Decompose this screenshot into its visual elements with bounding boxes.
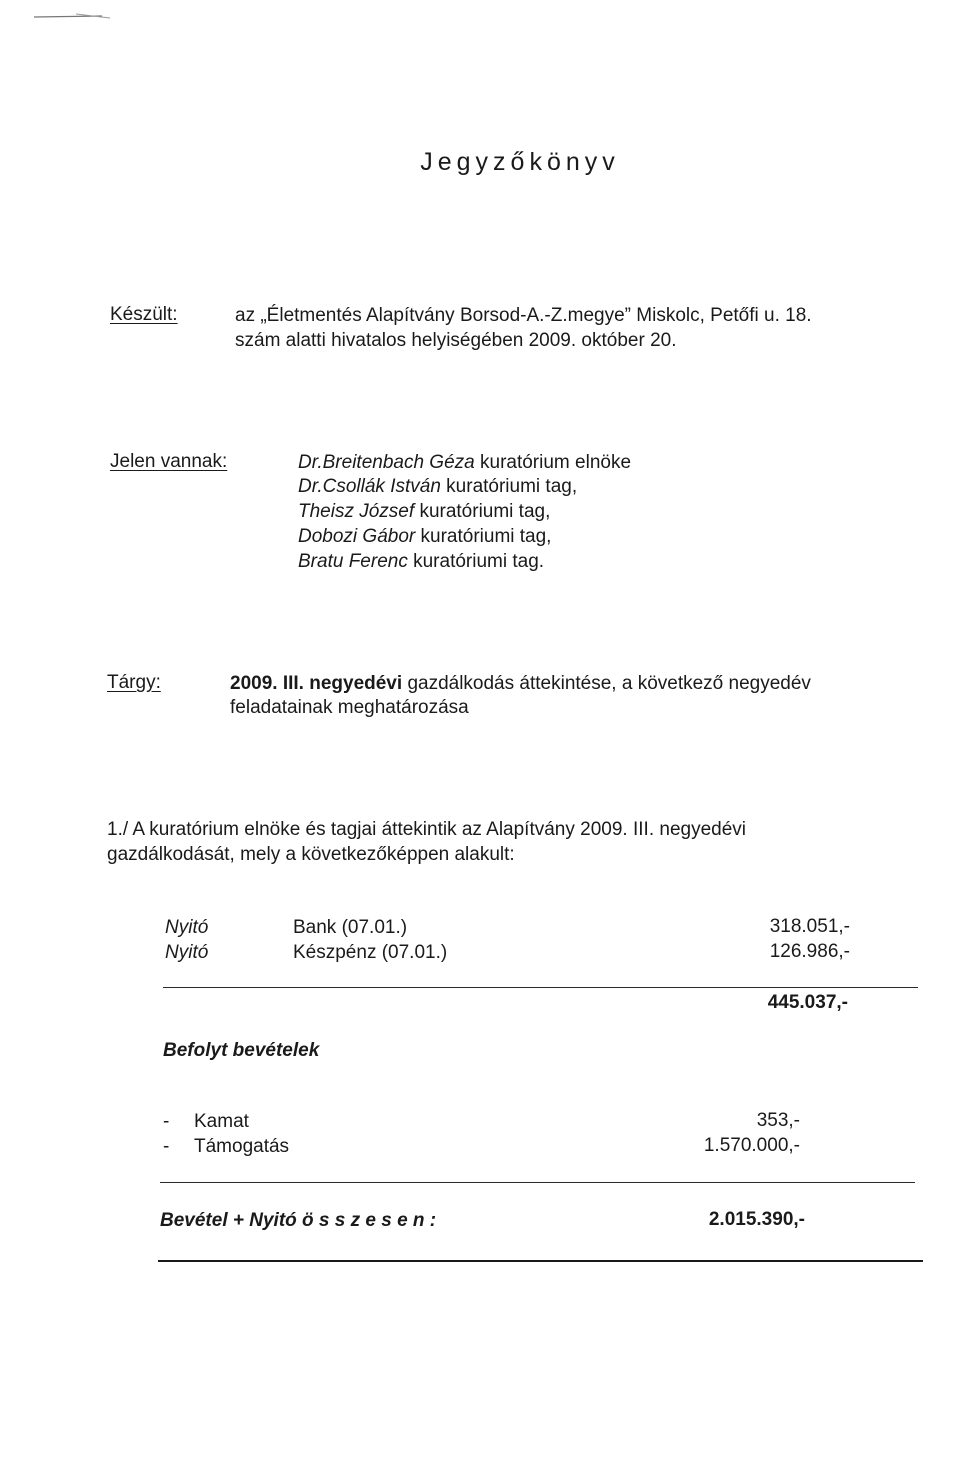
opening-item: Készpénz (07.01.) bbox=[293, 942, 448, 963]
member-2 bbox=[298, 475, 577, 499]
opening-label: Nyitó bbox=[165, 917, 209, 938]
member-role: kuratórium elnöke bbox=[480, 452, 632, 473]
member-role: kuratóriumi tag. bbox=[413, 551, 545, 572]
keszult-line1: az „Életmentés Alapítvány Borsod-A.-Z.megye” Miskolc, Petőfi u. 18. bbox=[235, 305, 812, 326]
opening-amount: 318.051,- bbox=[769, 916, 850, 937]
double-rule bbox=[158, 1260, 923, 1262]
opening-amount: 126.986,- bbox=[769, 941, 850, 962]
keszult-line2: szám alatti hivatalos helyiségében 2009. október 20. bbox=[235, 330, 677, 351]
opening-label: Nyitó bbox=[165, 942, 209, 963]
targy-line1 bbox=[230, 672, 811, 696]
targy-bold: 2009. III. negyedévi bbox=[230, 673, 403, 694]
keszult-label: Készült: bbox=[110, 304, 178, 325]
divider-line bbox=[163, 987, 918, 988]
income-amount: 353,- bbox=[756, 1110, 800, 1131]
income-dash: - bbox=[163, 1111, 170, 1132]
member-name: Dr.Breitenbach Géza bbox=[298, 452, 475, 473]
income-dash: - bbox=[163, 1136, 170, 1157]
member-role: kuratóriumi tag, bbox=[420, 526, 552, 547]
member-name: Dobozi Gábor bbox=[298, 526, 416, 547]
income-amount: 1.570.000,- bbox=[703, 1135, 800, 1156]
member-5 bbox=[298, 550, 544, 574]
member-1 bbox=[298, 451, 631, 475]
income-heading: Befolyt bevételek bbox=[163, 1040, 320, 1061]
member-role: kuratóriumi tag, bbox=[419, 501, 551, 522]
opening-item: Bank (07.01.) bbox=[293, 917, 408, 938]
grand-total-label: Bevétel + Nyitó ö s s z e s e n : bbox=[160, 1210, 437, 1231]
divider-line bbox=[160, 1182, 915, 1183]
member-name: Bratu Ferenc bbox=[298, 551, 408, 572]
member-4 bbox=[298, 525, 551, 549]
targy-label: Tárgy: bbox=[107, 672, 161, 693]
page-title: Jegyzőkönyv bbox=[420, 148, 620, 176]
jelen-vannak-label: Jelen vannak: bbox=[110, 451, 228, 472]
income-item: Támogatás bbox=[194, 1136, 290, 1157]
opening-total: 445.037,- bbox=[767, 992, 848, 1013]
member-name: Theisz József bbox=[298, 501, 415, 522]
grand-total-amount: 2.015.390,- bbox=[708, 1209, 805, 1230]
scan-artifact bbox=[32, 12, 112, 20]
member-name: Dr.Csollák István bbox=[298, 476, 441, 497]
targy-line2: feladatainak meghatározása bbox=[230, 697, 469, 718]
member-role: kuratóriumi tag, bbox=[446, 476, 578, 497]
income-item: Kamat bbox=[194, 1111, 249, 1132]
member-3 bbox=[298, 500, 550, 524]
targy-rest: gazdálkodás áttekintése, a következő negyedév bbox=[407, 673, 811, 694]
point1-line1: 1./ A kuratórium elnöke és tagjai áttekintik az Alapítvány 2009. III. negyedévi bbox=[107, 819, 746, 840]
point1-line2: gazdálkodását, mely a következőképpen alakult: bbox=[107, 844, 515, 865]
